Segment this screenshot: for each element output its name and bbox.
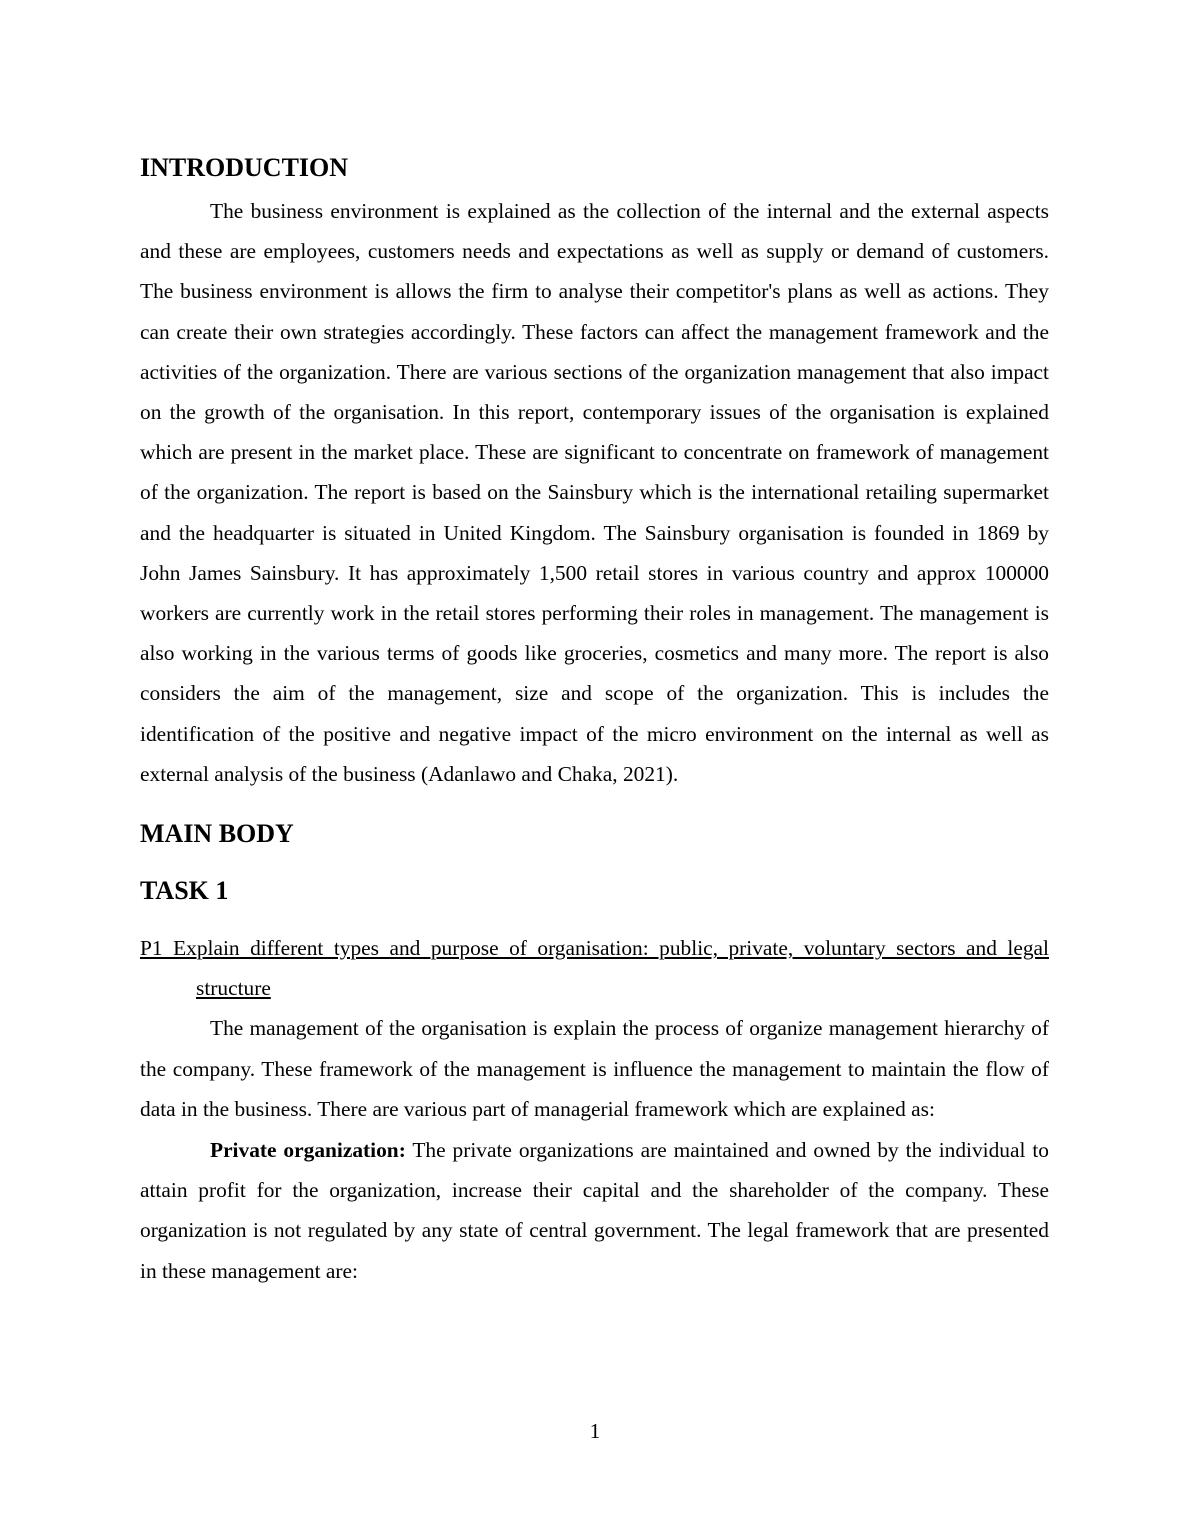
document-page bbox=[140, 148, 1049, 1291]
private-organization-paragraph bbox=[140, 1130, 1049, 1291]
introduction-paragraph: The business environment is explained as the collection of the internal and the external aspects and these are employees, customers needs and expectations as well as supply or demand of customers. The business environment is allows the firm to analyse their competitor's plans as well as actions. They can create their own strategies accordingly. These factors can affect the management framework and the activities of the organization. There are various sections of the organization management that also impact on the growth of the organisation. In this report, contemporary issues of the organisation is explained which are present in the market place. These are significant to concentrate on framework of management of the organization. The report is based on the Sainsbury which is the international retailing supermarket and the headquarter is situated in United Kingdom. The Sainsbury organisation is founded in 1869 by John James Sainsbury. It has approximately 1,500 retail stores in various country and approx 100000 workers are currently work in the retail stores performing their roles in management. The management is also working in the various terms of goods like groceries, cosmetics and many more. The report is also considers the aim of the management, size and scope of the organization. This is includes the identification of the positive and negative impact of the micro environment on the internal as well as external analysis of the business (Adanlawo and Chaka, 2021). bbox=[140, 199, 1049, 786]
private-organization-label: Private organization: bbox=[210, 1138, 406, 1163]
page-number: 1 bbox=[589, 1419, 601, 1443]
introduction-heading: INTRODUCTION bbox=[140, 153, 349, 182]
management-paragraph: The management of the organisation is explain the process of organize management hierarchy of the company. These framework of the management is influence the management to maintain the flow of data in the business. There are various part of managerial framework which are explained as: bbox=[140, 1016, 1049, 1121]
p1-subheading: P1 Explain different types and purpose of organisation: public, private, voluntary sectors and legal structure bbox=[140, 936, 1049, 1001]
task-1-heading: TASK 1 bbox=[140, 876, 229, 906]
main-body-heading: MAIN BODY bbox=[140, 819, 294, 849]
private-organization-text: The private organizations are maintained and owned by the individual to attain profit for the organization, increase their capital and the shareholder of the company. These organization is not regulated by any state of central government. The legal framework that are presented in these management are: bbox=[140, 1138, 1049, 1283]
